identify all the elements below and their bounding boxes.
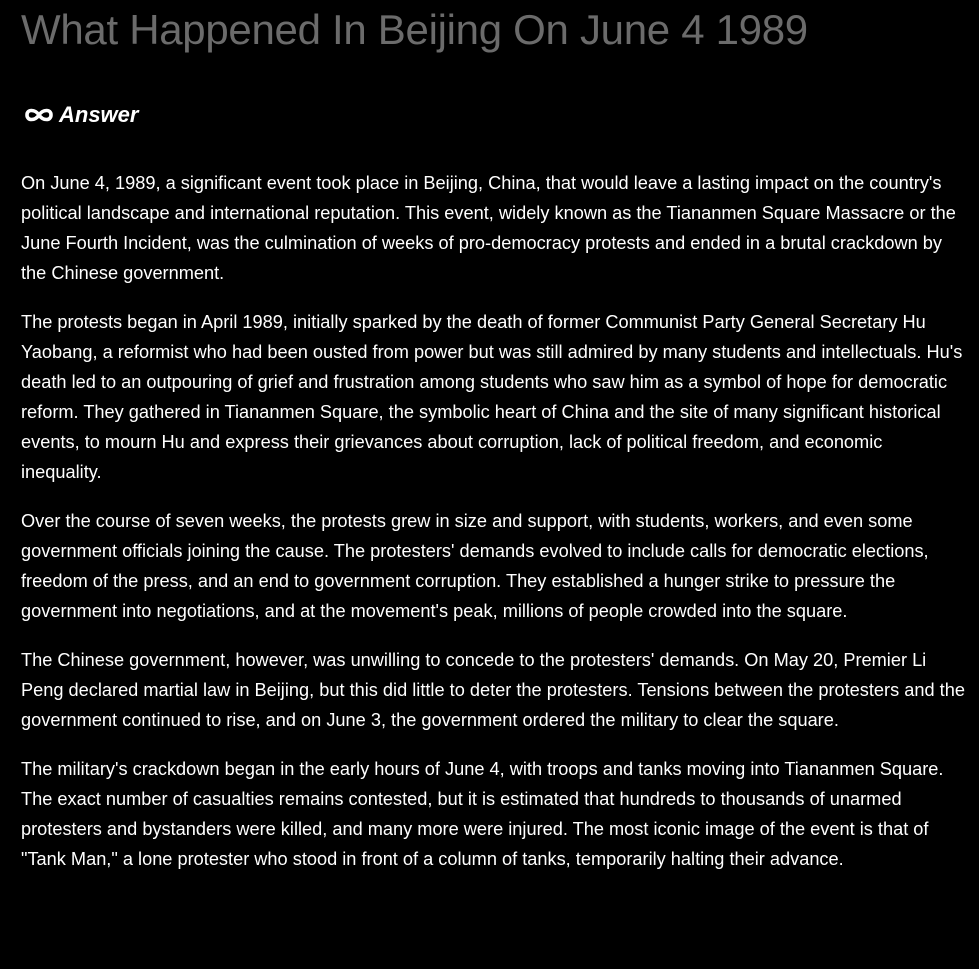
answer-paragraph: Over the course of seven weeks, the protests grew in size and support, with students, workers, and even some government officials joining the cause. The protesters' demands evolved to include calls for democratic elections, freedom of the press, and an end to government corruption. They established a hunger strike to pressure the government into negotiations, and at the movement's peak, millions of people crowded into the square. bbox=[21, 511, 929, 621]
page-title: What Happened In Beijing On June 4 1989 bbox=[21, 6, 808, 53]
infinity-icon bbox=[23, 105, 55, 125]
answer-header bbox=[21, 100, 966, 130]
answer-paragraph: The military's crackdown began in the early hours of June 4, with troops and tanks moving into Tiananmen Square. The exact number of casualties remains contested, but it is estimated that hundreds to thousands of unarmed protesters and bystanders were killed, and many more were injured. The most iconic image of the event is that of "Tank Man," a lone protester who stood in front of a column of tanks, temporarily halting their advance. bbox=[21, 759, 944, 869]
answer-paragraph: The protests began in April 1989, initially sparked by the death of former Communist Party General Secretary Hu Yaobang, a reformist who had been ousted from power but was still admired by many students and intellectuals. Hu's death led to an outpouring of grief and frustration among students who saw him as a symbol of hope for democratic reform. They gathered in Tiananmen Square, the symbolic heart of China and the site of many significant historical events, to mourn Hu and express their grievances about corruption, lack of political freedom, and economic inequality. bbox=[21, 312, 963, 482]
page-content bbox=[21, 0, 966, 893]
answer-label: Answer bbox=[59, 102, 139, 127]
answer-paragraph: The Chinese government, however, was unwilling to concede to the protesters' demands. On May 20, Premier Li Peng declared martial law in Beijing, but this did little to deter the protesters. Tensions between the protesters and the government continued to rise, and on June 3, the government ordered the military to clear the square. bbox=[21, 650, 965, 730]
answer-body bbox=[21, 168, 966, 874]
answer-paragraph: On June 4, 1989, a significant event took place in Beijing, China, that would leave a lasting impact on the country's political landscape and international reputation. This event, widely known as the Tiananmen Square Massacre or the June Fourth Incident, was the culmination of weeks of pro-democracy protests and ended in a brutal crackdown by the Chinese government. bbox=[21, 173, 956, 283]
